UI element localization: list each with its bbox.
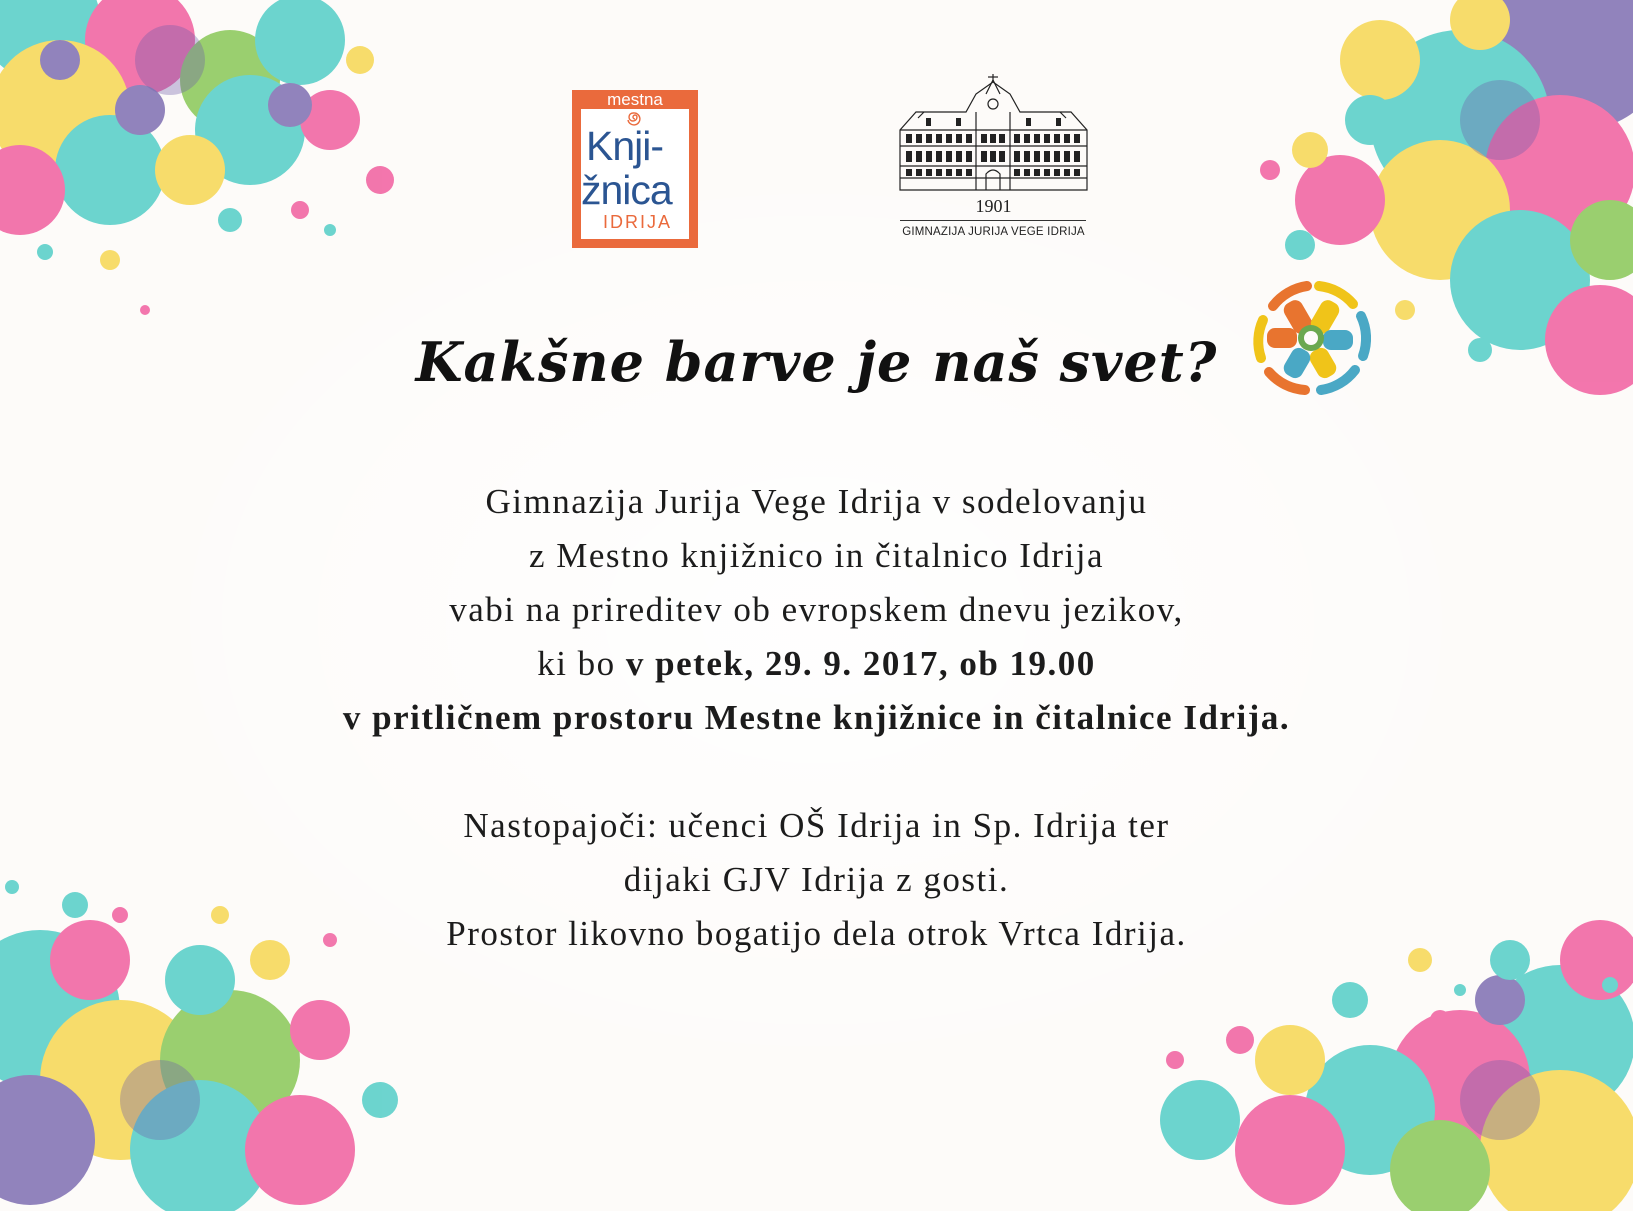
performers-line-3: Prostor likovno bogatijo dela otrok Vrtca Idrija. [446, 914, 1187, 953]
school-logo-year: 1901 [975, 196, 1012, 216]
invitation-line-4 [0, 637, 1633, 691]
library-logo-top-text: mestna [572, 90, 698, 109]
page-title: Kakšne barve je naš svet? [415, 330, 1218, 394]
invitation-line-2: z Mestno knjižnico in čitalnico Idrija [528, 536, 1105, 575]
event-date-time: v petek, 29. 9. 2017, ob 19.00 [625, 644, 1096, 683]
school-logo-name: GIMNAZIJA JURIJA VEGE IDRIJA [902, 226, 1085, 238]
performers-line-2: dijaki GJV Idrija z gosti. [623, 860, 1010, 899]
event-location: v pritličnem prostoru Mestne knjižnice in čitalnice Idrija. [342, 698, 1291, 737]
invitation-line-3: vabi na prireditev ob evropskem dnevu jezikov, [449, 590, 1184, 629]
library-logo-line1: Knji- [586, 123, 664, 169]
library-logo [572, 90, 698, 248]
paragraph-spacer [0, 745, 1633, 799]
invitation-text [0, 475, 1633, 961]
school-logo [896, 74, 1091, 254]
invitation-line-4-prefix: ki bo [537, 644, 626, 683]
library-logo-line2: žnica [581, 167, 672, 213]
invitation-line-1: Gimnazija Jurija Vege Idrija v sodelovanju [485, 482, 1148, 521]
library-logo-bottom-text: IDRIJA [603, 212, 673, 232]
school-building-icon [896, 74, 1091, 194]
school-logo-divider [900, 220, 1086, 221]
performers-line-1: Nastopajoči: učenci OŠ Idrija in Sp. Idrija ter [463, 806, 1170, 845]
